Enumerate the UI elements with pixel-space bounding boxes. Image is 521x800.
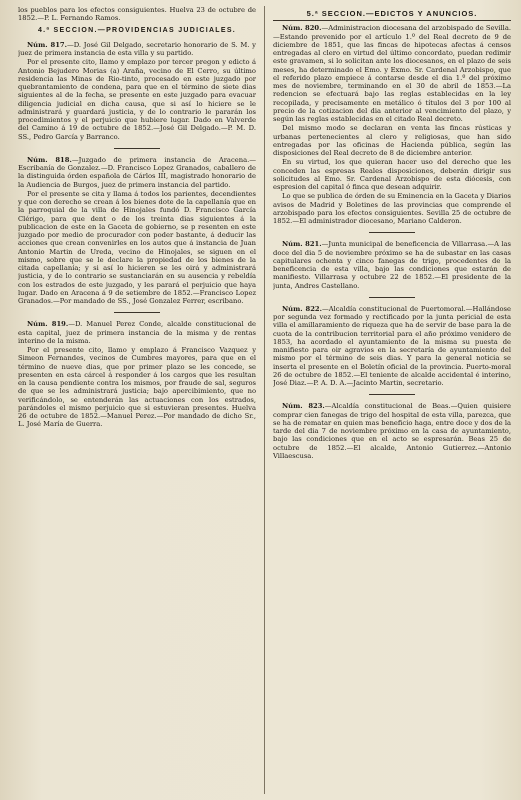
left-column — [18, 6, 256, 794]
entry-820 — [273, 24, 511, 225]
entry-821 — [273, 240, 511, 290]
entry-heading: —Alcaldía constitucional de Beas.—Quien quisiere comprar cien fanegas de trigo del hospital de esta villa, parezca, que se ha de rematar en quien mas beneficio haga, entre doce y dos de la tarde del dia 7 de noviembre próximo en la casa de ayuntamiento, bajo las condiciones que en el acto se espresarán. Beas 25 de octubre de 1852.—El alcalde, Antonio Gutierrez.—Antonio Villaescusa. — [273, 402, 512, 460]
entry-heading: —Juzgado de primera instancia de Aracena.—Escribanía de Gonzalez.—D. Francisco Lopez Granados, caballero de la distinguida órden española de Cárlos III, magistrado honorario de la Audiencia de Burgos, juez de primera instancia del partido. — [18, 155, 257, 189]
separator-rule — [369, 297, 415, 298]
entry-number: Núm. 818. — [27, 155, 72, 164]
right-column — [273, 6, 511, 794]
entry-number: Núm. 822. — [282, 304, 322, 313]
entry-paragraph: Por el presente se cita y llama á todos los parientes, decendientes y que con derecho se crean á los bienes dote de la capellanía que en la parroquial de la villa de Hinojales fundó D. Francisco García Clérigo, para que dent o de los treinta dias siguientes á la publicacion de este en la Gaceta de gobierno, se p resenten en este juzgado por medio de procurador con poder bastante, á deducir las acciones que crean convenirles en los autos que á instancia de Juan Antonio Martin de Ureda, vecino de Hinojales, se siguen en el mismo, sobre que se le declare la propiedad de los bienes de la citada capellanía; y si así lo hicieren se les oirá y administrará justicia, y de lo contrario se sustanciarán en su ausencia y rebeldía con los estrados de este juzgado, y les parará el perjuicio que haya lugar. Dado en Aracena á 9 de setiembre de 1852.—Francisco Lopez Granados.—Por mandado de SS., José Gonzalez Ferrer, escribano. — [18, 189, 257, 305]
separator-rule — [369, 394, 415, 395]
entry-817 — [18, 41, 256, 141]
entry-heading: —D. Manuel Perez Conde, alcalde constitucional de esta capital, juez de primera instancia de la misma y de rentas interino de la misma. — [18, 320, 257, 345]
section-title-providencias: 4.ª SECCION.—PROVIDENCIAS JUDICIALES. — [37, 26, 237, 34]
entry-818 — [18, 156, 256, 306]
entry-paragraph: En su virtud, los que quieran hacer uso del derecho que les conceden las espresas Reales disposiciones, deberán dirigir sus solicitudes al Emo. Sr. Cardenal Arzobispo de esta diócesis, con espresion del capital ó finca que desean adquirir. — [273, 158, 512, 191]
entry-number: Núm. 820. — [282, 24, 322, 33]
entry-paragraph: Por el presente cito, llamo y emplazo á Francisco Vazquez y Simeon Fernandes, vecinos de Cumbres mayores, para que en el término de nueve dias, que por primer plazo se les concede, se presenten en esta cárcel á responder á los cargos que les resultan en la causa pendiente contra los mismos, por fraude de sal, seguros de que se les administrará justicia; bajo apercibimiento, que no verificándolo, se entenderán las actuaciones con los estrados, parándoles el mismo perjuicio que si estuvieran presentes. Huelva 26 de octubre de 1852.—Manuel Perez.—Por mandado de dicho Sr., L. José María de Guerra. — [18, 346, 257, 429]
section-title-edictos: 5.ª SECCION.—EDICTOS Y ANUNCIOS. — [273, 6, 511, 21]
entry-paragraph: Lo que se publica de órden de su Eminencia en la Gaceta y Diarios avisos de Madrid y Boletines de las provincias que comprende el arzobispado para los efectos consiguientes. Sevilla 25 de octubre de 1852.—El administrador diocesano, Mariano Calderon. — [273, 192, 512, 225]
entry-paragraph: Por el presente cito, llamo y emplazo por tercer pregon y edicto á Antonio Bejudero Morias (a) Araña, vecino de El Cerro, su último residencia las Minas de Rio-tinto, procesado en este juzgado por quebrantamiento de condena, para que en el término de siete dias siguientes al de la fecha, se presente en este juzgado para evacuar diligencia judicial en dicha causa, que si así lo hiciere se le administrará y guardará justicia, y de lo contrario le pararán los procedimientos y el perjuicio que hubiere lugar. Dado en Valverde del Camino á 19 de octubre de 1852.—José Gil Delgado.—P. M. D. SS., Pedro García y Barranco. — [18, 58, 257, 141]
entry-819 — [18, 320, 256, 428]
column-divider — [264, 6, 265, 794]
intro-text: los pueblos para los efectos consiguientes. Huelva 23 de octubre de 1852.—P. L. Fernando Ramos. — [18, 6, 257, 23]
entry-number: Núm. 817. — [27, 40, 67, 49]
separator-rule — [114, 148, 160, 149]
entry-822 — [273, 305, 511, 388]
entry-number: Núm. 821. — [282, 240, 322, 249]
columns — [18, 6, 511, 794]
entry-heading: —Administracion diocesana del arzobispado de Sevilla.—Estando prevenido por el artículo 1.º del Real decreto de 9 de diciembre de 1851, que las fincas de hipotecas afectas á censos entregadas al clero en virtud del último concordato, puedan redimir este gravamen, si lo solicitan ante los diocesanos, en el plazo de seis meses, ha determinado el Emo. y Exmo. Sr. Cardenal Arzobispo, que el referido plazo empiece á contarse desde el dia 1.º del próximo mes de noviembre, terminando en el 30 de abril de 1853.—La redencion se efectuará bajo las reglas establecidas en la ley recopilada, y precisamente en metálico ó títulos del 3 por 100 al precio de la cotizacion del dia anterior al vencimiento del plazo, y según las reglas establecidas en el citado Real decreto. — [273, 24, 512, 123]
entry-heading: —Alcaldía constitucional de Puertomoral.—Hallándose por segunda vez formado y rectificado por la junta pericial de esta villa el amillaramiento de riqueza que ha de servir de base para la de cuota de la contribucion territorial para el año próximo venidero de 1853, ha acordado el ayuntamiento de la misma su puesta de manifiesto para oir agravios en la secretaría de ayuntamiento del mismo por el término de seis dias. Y para la general noticia se inserta el presente en el Boletín oficial de la provincia. Puerto-moral 26 de octubre de 1852.—El teniente de alcalde accidental é interino, José Diaz.—P. A. D. A.—Jacinto Martin, secretario. — [273, 304, 512, 387]
separator-rule — [114, 312, 160, 313]
entry-heading: —D. José Gil Delgado, secretario honorario de S. M. y juez de primera instancia de esta villa y su partido. — [18, 40, 256, 57]
entry-number: Núm. 823. — [282, 402, 325, 411]
entry-paragraph: Del mismo modo se declaran en venta las fincas rústicas y urbanas pertenecientes al clero y religiosas, que han sido entregadas por las oficinas de Hacienda pública, según las disposiciones del Real decreto de 8 de diciembre anterior. — [273, 124, 512, 157]
entry-823 — [273, 402, 511, 460]
separator-rule — [369, 232, 415, 233]
entry-number: Núm. 819. — [27, 320, 69, 329]
entry-heading: —Junta municipal de beneficencia de Villarrasa.—A las doce del dia 5 de noviembre próximo se ha de subastar en las casas capitulares ochenta y cinco fanegas de trigo, procedentes de la beneficencia de esta villa, bajo las condiciones que estarán de manifiesto. Villarrasa y octubre 22 de 1852.—El presidente de la junta, Andres Castellano. — [273, 240, 512, 290]
